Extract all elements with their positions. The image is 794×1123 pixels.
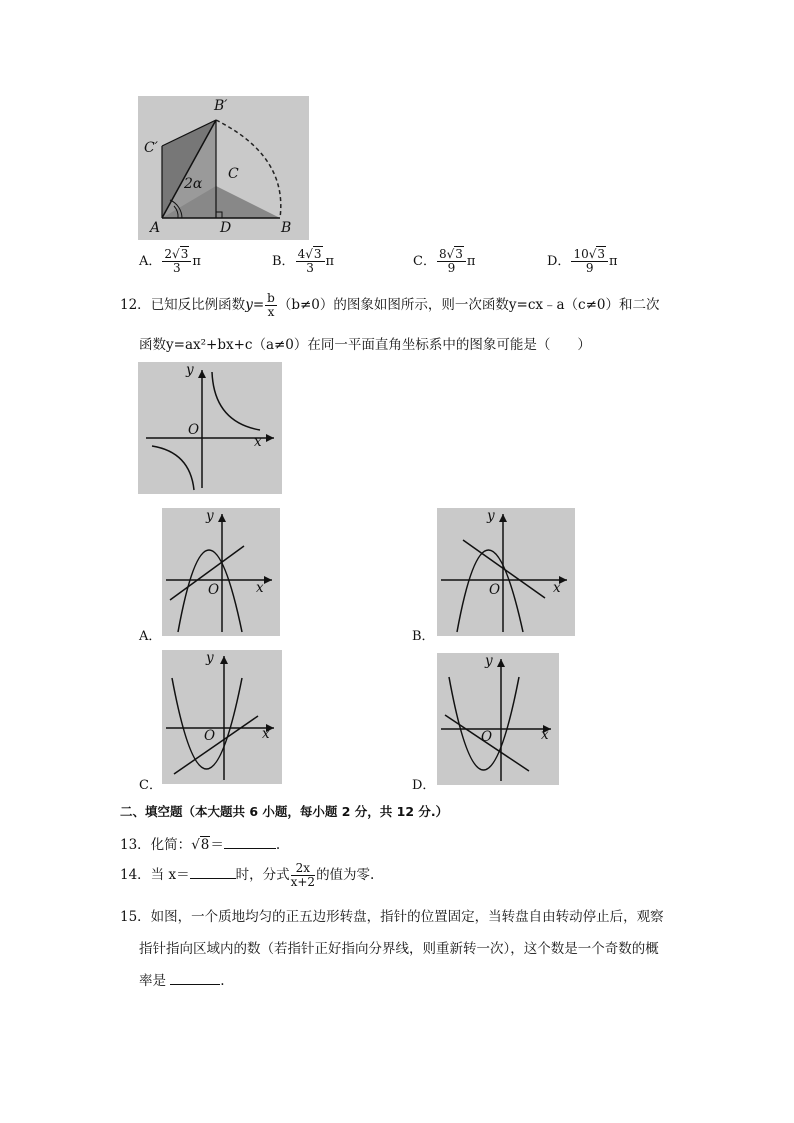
label-b: B [281,220,292,236]
q12-option-a[interactable]: A． [139,629,162,644]
answer-blank[interactable] [170,972,220,985]
axis-y-label: y [186,362,194,378]
section-heading-fill-in: 二、填空题（本大题共 6 小题，每小题 2 分，共 12 分.） [120,804,449,819]
answer-blank[interactable] [224,836,276,849]
option-fraction: $\frac{10√3}{9}$ [571,248,608,275]
q15-line2: 指针指向区域内的数（若指针正好指向分界线，则重新转一次），这个数是一个奇数的概 [139,941,659,957]
q11-option-b[interactable]: B． $\frac{4√3}{3}$ π [272,247,335,276]
option-letter: A． [139,254,162,270]
q11-option-c[interactable]: C． $\frac{8√3}{9}$ π [413,247,476,276]
q11-geometry-diagram [138,96,309,240]
axis-y-label: y [206,650,214,666]
q11-figure [138,96,309,240]
q13: 13．化简：√8＝ . [120,837,281,853]
label-c-prime: C′ [144,140,158,156]
q11-option-a[interactable]: A． $\frac{2√3}{3}$ π [139,247,201,276]
axis-x-label: x [553,580,561,596]
origin-label: O [489,582,501,598]
axis-y-label: y [485,653,493,669]
label-b-prime: B′ [214,98,228,114]
origin-label: O [481,729,493,745]
q15-line3: 率是 . [139,973,225,989]
q12-line1: 12．已知反比例函数y= $\frac{b}{x}$ （b≠0）的图象如图所示，则一次函数y=cx﹣a（c≠0）和二次 [120,291,660,320]
answer-blank[interactable] [190,866,236,879]
label-c: C [228,166,239,182]
option-letter: C． [413,254,436,270]
axis-x-label: x [254,434,262,450]
q14: 14．当 x＝ 时，分式 $\frac{2x}{x+2}$ 的值为零. [120,861,375,890]
axis-y-label: y [206,508,214,524]
axis-x-label: x [262,726,270,742]
option-letter: B． [272,254,295,270]
q12-option-c[interactable]: C． [139,778,162,793]
axis-x-label: x [256,580,264,596]
label-a: A [150,220,161,236]
option-fraction: $\frac{2√3}{3}$ [162,248,191,275]
origin-label: O [204,728,216,744]
q12-line2: 函数y=ax²+bx+c（a≠0）在同一平面直角坐标系中的图象可能是（ ） [139,337,591,353]
option-fraction: $\frac{8√3}{9}$ [437,248,466,275]
origin-label: O [188,422,200,438]
q12-option-b[interactable]: B． [412,629,435,644]
q12-option-d[interactable]: D． [412,778,436,793]
option-fraction: $\frac{4√3}{3}$ [296,248,325,275]
q12-graph-c [162,650,282,784]
option-letter: D． [547,254,571,270]
q15-line1: 15．如图，一个质地均匀的正五边形转盘，指针的位置固定，当转盘自由转动停止后，观察 [120,909,664,925]
q11-option-d[interactable]: D． $\frac{10√3}{9}$ π [547,247,618,276]
q12-graph-b [437,508,575,636]
label-d: D [220,220,232,236]
axis-y-label: y [487,508,495,524]
q12-graph-a [162,508,280,636]
origin-label: O [208,582,220,598]
label-angle: 2α [184,176,203,192]
axis-x-label: x [541,727,549,743]
q12-graph-d [437,653,559,785]
q12-reference-graph [138,362,282,494]
